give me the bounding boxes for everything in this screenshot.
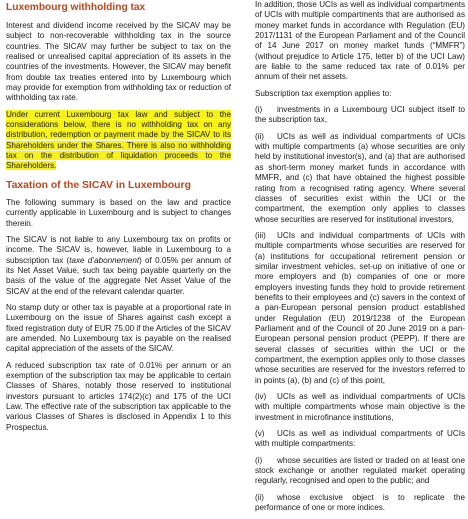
left-column — [6, 0, 231, 439]
list-item: (iv) UCIs as well as individual compartments of UCIs with multiple compartments whose main objective is the investment in microfinance institutions, — [255, 392, 465, 422]
paragraph-withholding-intro: Interest and dividend income received by the SICAV may be subject to non-recoverable withholding tax in the source countries. The SICAV may further be subject to tax on the realised or unrealised capital appreciation of its assets in the countries of the investments. However, the SICAV may benefit from double tax treaties entered into by Luxembourg which may provide for exemption from withholding tax or reduction of withholding tax rate. — [6, 21, 231, 103]
paragraph-reduced-rate: A reduced subscription tax rate of 0.01% per annum or an exemption of the subscription tax may be applicable to certain Classes of Shares, notably those reserved to institutional investors pursuant to articles 174(2)(c) and 175 of the UCI Law. The effective rate of the subscription tax applicable to the various Classes of Shares is disclosed in Appendix 1 to this Prospectus. — [6, 360, 231, 432]
list-item: (i) investments in a Luxembourg UCI subject itself to the subscription tax, — [255, 105, 465, 125]
highlighted-paragraph — [6, 110, 231, 172]
paragraph-stamp-duty: No stamp duty or other tax is payable at a proportional rate in Luxembourg on the issue of Shares against cash except a fixed registration duty of EUR 75.00 if the Articles of the SICAV are amended. No Luxembourg tax is payable on the realised capital appreciation of the assets of the SICAV. — [6, 302, 231, 354]
section-heading-taxation-sicav: Taxation of the SICAV in Luxembourg — [6, 179, 191, 191]
paragraph-summary-basis: The following summary is based on the law and practice currently applicable in Luxembourg and is subject to changes therein. — [6, 197, 231, 228]
paragraph-exemption-intro: Subscription tax exemption applies to: — [255, 88, 392, 98]
paragraph-money-market-funds: In addition, those UCIs as well as individual compartments of UCIs with multiple compartments that are authorised as money market funds in accordance with Regulation (EU) 2017/1131 of the European Parliament and of the Council of 14 June 2017 on money market funds (“MMFR”) (without prejudice to Article 175, letter b) of the UCI Law) are liable to the same reduced tax rate of 0.01% per annum of their net assets. — [255, 0, 465, 82]
right-column — [255, 0, 465, 519]
paragraph-subscription-tax: The SICAV is not liable to any Luxembourg tax on profits or income. The SICAV is, however, liable in Luxembourg to a subscription tax (taxe d’abonnement) of 0.05% per annum of its Net Asset Value, such tax being payable quarterly on the basis of the value of the aggregate Net Asset Value of the SICAV at the end of the relevant calendar quarter. — [6, 234, 231, 296]
highlighted-text: Under current Luxembourg tax law and subject to the considerations below, there is no withholding tax on any distribution, redemption or payment made by the SICAV to its Shareholders under the Shares. There is also no withholding tax on the distribution of liquidation proceeds to the Shareholders. — [6, 109, 231, 171]
list-item: (i) whose securities are listed or traded on at least one stock exchange or another regulated market operating regularly, recognised and open to the public; and — [255, 455, 465, 486]
italic-term: taxe d’abonnement — [69, 255, 140, 265]
list-item: (ii) UCIs as well as individual compartments of UCIs with multiple compartments (a) whose securities are only held by institutional investor(s), and (a) that are authorised as short-term money market funds in accordance with MMFR, and (c) that have obtained the highest possible rating from a recognised rating agency. Where several classes of securities exist within the UCI or the compartment, the exemption only applies to classes whose securities are reserved for institutional investors, — [255, 131, 465, 224]
list-item: (iii) UCIs and individual compartments of UCIs with multiple compartments whose securities are reserved for (a) institutions for occupational retirement pension or similar investment vehicles, set-up on initiative of one or more employers and (b) companies of one or more employers investing funds they hold to provide retirement benefits to their employees and (c) savers in the context of a pan-European personal pension product established under Regulation (EU) 2019/1238 of the European Parliament and of the Council of 20 June 2019 on a pan-European personal pension product (PEPP). If there are several classes of securities within the UCI or the compartment, the exemption applies only to those classes whose securities are reserved for the investors referred to in points (a), (b) and (c) of this point, — [255, 230, 465, 385]
section-heading-withholding-tax: Luxembourg withholding tax — [6, 2, 146, 13]
list-item: (ii) whose exclusive object is to replicate the performance of one or more indices. — [255, 492, 465, 513]
list-item: (v) UCIs as well as individual compartments of UCIs with multiple compartments: — [255, 429, 465, 449]
